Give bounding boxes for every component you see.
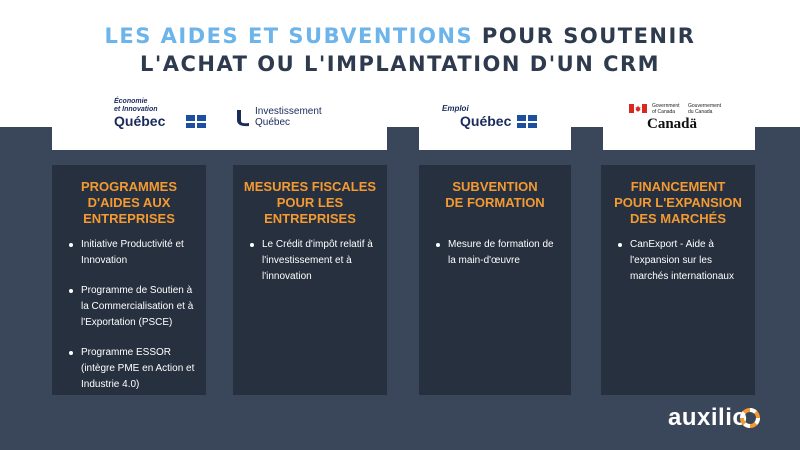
card-programmes-aides — [52, 165, 206, 395]
list-item: CanExport - Aide à l'expansion sur les marchés internationaux — [618, 237, 745, 285]
title-accent: LES AIDES ET SUBVENTIONS — [104, 24, 474, 48]
card-title: SUBVENTION DE FORMATION — [445, 179, 545, 210]
list-item: Le Crédit d'impôt relatif à l'investissement et à l'innovation — [250, 237, 377, 285]
investissement-quebec-wordmark: Investissement Québec — [255, 106, 322, 128]
card-list — [69, 237, 196, 407]
emploi-label: Emploi — [442, 104, 469, 113]
card-title: PROGRAMMES D'AIDES AUX ENTREPRISES — [80, 179, 178, 226]
list-item: Initiative Productivité et Innovation — [69, 237, 196, 269]
eco-quebec-wordmark: Québec — [114, 113, 166, 129]
list-item: Mesure de formation de la main-d'œuvre — [436, 237, 561, 269]
title-line-2: L'ACHAT OU L'IMPLANTATION D'UN CRM — [139, 52, 661, 76]
card-financement-expansion — [601, 165, 755, 395]
quebec-flag-icon — [186, 115, 206, 128]
auxilio-lifebuoy-icon — [738, 406, 762, 430]
card-title: MESURES FISCALES POUR LES ENTREPRISES — [243, 179, 377, 226]
auxilio-wordmark: auxilio — [668, 404, 748, 431]
investissement-swoosh-icon — [235, 108, 251, 128]
eco-innovation-label: Économie et Innovation — [114, 98, 158, 113]
card-list — [250, 237, 377, 299]
card-title: FINANCEMENT POUR L'EXPANSION DES MARCHÉS — [614, 179, 742, 226]
title-line-1 — [0, 22, 800, 50]
gov-canada-en: Government of Canada — [652, 103, 680, 115]
card-mesures-fiscales — [233, 165, 387, 395]
canada-wordmark: Canadä — [647, 116, 698, 132]
logo-box-emploi — [419, 92, 571, 150]
list-item: Programme ESSOR (intègre PME en Action et Industrie 4.0) — [69, 345, 196, 393]
title-rest: POUR SOUTENIR — [473, 24, 696, 48]
card-list — [618, 237, 745, 299]
canada-flag-icon — [629, 104, 647, 113]
auxilio-logo — [668, 404, 748, 432]
gov-canada-fr: Gouvernement du Canada — [688, 103, 722, 115]
quebec-flag-icon — [517, 115, 537, 128]
list-item: Programme de Soutien à la Commercialisation et à l'Exportation (PSCE) — [69, 283, 196, 331]
emploi-quebec-wordmark: Québec — [460, 113, 512, 129]
page-title — [0, 22, 800, 78]
logo-box-canada — [603, 92, 755, 150]
card-list — [436, 237, 561, 283]
card-subvention-formation — [419, 165, 571, 395]
logo-box-quebec — [52, 92, 387, 150]
